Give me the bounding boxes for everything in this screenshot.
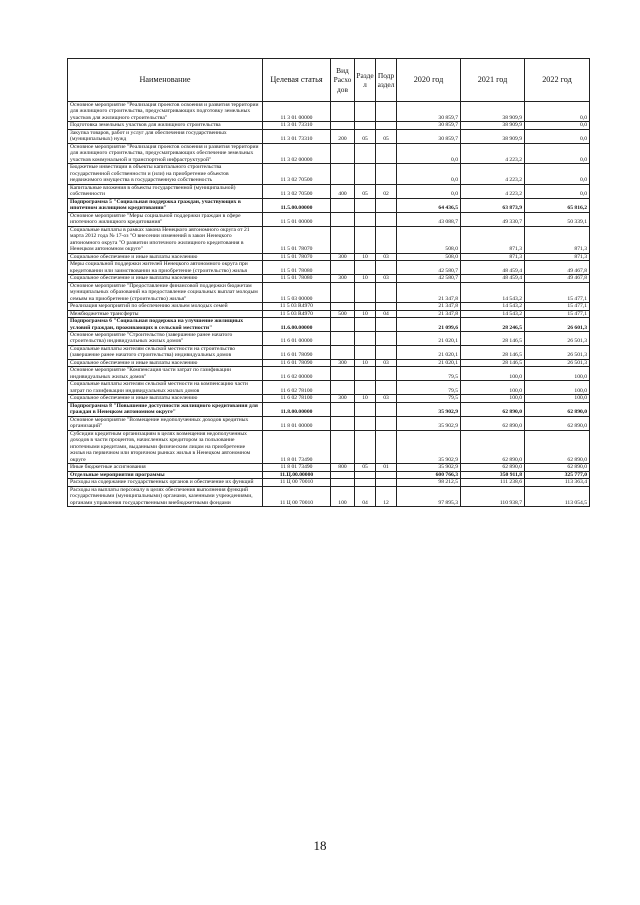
row-2020: 21 347,8 <box>397 282 461 302</box>
row-podrazdel: 05 <box>376 129 397 143</box>
row-vid: 300 <box>331 359 355 366</box>
row-2021: 100,0 <box>461 381 525 395</box>
row-name: Основное мероприятие "Реализация проектов освоения и развития территории для жилищного строительства, предусматривающих обеспечение земельных участков коммунальной и транспортной инфраструктурой" <box>68 143 263 163</box>
row-2022: 100,0 <box>525 381 590 395</box>
row-2020: 0,0 <box>397 184 461 198</box>
row-2022: 62 890,0 <box>525 464 590 471</box>
row-2022: 62 890,0 <box>525 402 590 416</box>
row-2020: 30 859,7 <box>397 102 461 122</box>
table-row <box>68 395 590 402</box>
table-row <box>68 275 590 282</box>
row-podrazdel: 01 <box>376 464 397 471</box>
row-2020: 35 902,9 <box>397 416 461 430</box>
row-2021: 48 459,4 <box>461 261 525 275</box>
row-name: Закупка товаров, работ и услуг для обеспечения государственных (муниципальных) нужд <box>68 129 263 143</box>
row-2021: 4 223,2 <box>461 184 525 198</box>
table-row <box>68 464 590 471</box>
row-razdel <box>355 318 376 332</box>
row-code: 11 6 01 78090 <box>263 345 331 359</box>
row-2022: 62 890,0 <box>525 430 590 463</box>
row-name: Социальное обеспечение и иные выплаты населению <box>68 359 263 366</box>
row-2021: 14 543,2 <box>461 282 525 302</box>
row-name: Расходы на выплаты персоналу в целях обеспечения выполнения функций государственными (муниципальными) органами, казенными учреждениями, органами управления государственными внебюджетными фондами <box>68 486 263 506</box>
row-podrazdel <box>376 102 397 122</box>
row-code: 11 5 01 00000 <box>263 212 331 226</box>
row-2020: 98 212,5 <box>397 479 461 486</box>
row-2022: 62 890,0 <box>525 416 590 430</box>
row-razdel: 05 <box>355 129 376 143</box>
row-vid <box>331 345 355 359</box>
row-code: 11 8 01 00000 <box>263 416 331 430</box>
row-vid <box>331 164 355 184</box>
row-podrazdel <box>376 318 397 332</box>
row-razdel <box>355 102 376 122</box>
row-razdel <box>355 164 376 184</box>
row-podrazdel: 03 <box>376 275 397 282</box>
row-code: 11.6.00.00000 <box>263 318 331 332</box>
row-vid: 800 <box>331 464 355 471</box>
row-2020: 35 902,9 <box>397 430 461 463</box>
row-2021: 350 911,8 <box>461 471 525 478</box>
table-row <box>68 184 590 198</box>
row-2020: 30 859,7 <box>397 129 461 143</box>
row-vid <box>331 318 355 332</box>
row-name: Основное мероприятие "Меры социальной поддержки граждан в сфере ипотечного жилищного кредитования" <box>68 212 263 226</box>
row-2022: 49 467,8 <box>525 261 590 275</box>
table-body <box>68 102 590 507</box>
row-2022: 0,0 <box>525 129 590 143</box>
row-vid: 400 <box>331 184 355 198</box>
row-code: 11 6 02 78100 <box>263 381 331 395</box>
row-podrazdel <box>376 143 397 163</box>
header-2022: 2022 год <box>525 59 590 102</box>
header-2021: 2021 год <box>461 59 525 102</box>
row-2020: 21 020,1 <box>397 359 461 366</box>
row-2021: 62 890,0 <box>461 416 525 430</box>
row-2022: 26 501,3 <box>525 359 590 366</box>
row-2022: 49 467,8 <box>525 275 590 282</box>
row-2020: 508,0 <box>397 253 461 260</box>
row-2020: 97 895,3 <box>397 486 461 506</box>
row-2021: 38 909,9 <box>461 129 525 143</box>
row-2022: 871,3 <box>525 226 590 253</box>
row-razdel: 10 <box>355 253 376 260</box>
row-2020: 79,5 <box>397 381 461 395</box>
table-row <box>68 129 590 143</box>
table-row <box>68 164 590 184</box>
row-code: 11 5 03 R4970 <box>263 310 331 317</box>
row-2022: 0,0 <box>525 122 590 129</box>
row-razdel <box>355 402 376 416</box>
row-vid: 200 <box>331 129 355 143</box>
row-2020: 0,0 <box>397 143 461 163</box>
table-row <box>68 381 590 395</box>
table-row <box>68 102 590 122</box>
row-2020: 21 099,6 <box>397 318 461 332</box>
header-vid: Вид Расхо дов <box>331 59 355 102</box>
row-2021: 871,3 <box>461 226 525 253</box>
row-code: 11 3 01 73310 <box>263 129 331 143</box>
table-row <box>68 345 590 359</box>
row-2022: 15 477,1 <box>525 310 590 317</box>
row-2021: 28 146,5 <box>461 345 525 359</box>
row-2021: 28 146,5 <box>461 331 525 345</box>
row-name: Социальное обеспечение и иные выплаты населению <box>68 275 263 282</box>
row-name: Социальные выплаты в рамках закона Ненецкого автономного округа от 21 марта 2012 года № 17-оз "О внесении изменений в закон Ненецкого автономного округа "О развитии ипотечного жилищного кредитования в Ненецком автономном округе" <box>68 226 263 253</box>
row-vid: 500 <box>331 310 355 317</box>
row-2021: 4 223,2 <box>461 143 525 163</box>
row-2022: 325 777,0 <box>525 471 590 478</box>
row-2020: 21 347,8 <box>397 303 461 310</box>
row-code: 11 6 01 78090 <box>263 359 331 366</box>
row-vid: 300 <box>331 395 355 402</box>
table-row <box>68 402 590 416</box>
row-name: Социальное обеспечение и иные выплаты населению <box>68 395 263 402</box>
table-row <box>68 331 590 345</box>
row-razdel <box>355 416 376 430</box>
row-code: 11 5 03 R4970 <box>263 303 331 310</box>
row-podrazdel <box>376 402 397 416</box>
row-podrazdel <box>376 416 397 430</box>
row-vid <box>331 471 355 478</box>
row-name: Субсидии кредитным организациям в целях возмещения недополученных доходов в части процентов, начисленных кредитором за пользование ипотечными кредитами, выданными физическим лицам на приобретение жилья на первичном или вторичном рынках жилья в Ненецком автономном округе <box>68 430 263 463</box>
row-2022: 26 501,3 <box>525 345 590 359</box>
row-vid <box>331 198 355 212</box>
row-razdel <box>355 381 376 395</box>
budget-table <box>67 58 590 507</box>
row-code: 11 3 02 70500 <box>263 184 331 198</box>
row-podrazdel <box>376 471 397 478</box>
row-2021: 14 543,2 <box>461 310 525 317</box>
row-code: 11 5 01 78080 <box>263 275 331 282</box>
row-2022: 100,0 <box>525 367 590 381</box>
row-code: 11 3 02 00000 <box>263 143 331 163</box>
row-2022: 0,0 <box>525 102 590 122</box>
row-podrazdel <box>376 367 397 381</box>
row-2022: 100,0 <box>525 395 590 402</box>
row-2021: 871,3 <box>461 253 525 260</box>
table-row <box>68 479 590 486</box>
table-row <box>68 359 590 366</box>
row-2021: 111 238,6 <box>461 479 525 486</box>
row-podrazdel <box>376 479 397 486</box>
row-2020: 64 436,5 <box>397 198 461 212</box>
table-row <box>68 226 590 253</box>
row-2021: 62 890,0 <box>461 430 525 463</box>
row-podrazdel: 12 <box>376 486 397 506</box>
row-2021: 28 246,5 <box>461 318 525 332</box>
row-podrazdel <box>376 261 397 275</box>
row-name: Иные бюджетные ассигнования <box>68 464 263 471</box>
row-razdel <box>355 198 376 212</box>
row-razdel <box>355 143 376 163</box>
row-2021: 63 873,9 <box>461 198 525 212</box>
row-vid <box>331 261 355 275</box>
row-2020: 508,0 <box>397 226 461 253</box>
row-razdel <box>355 122 376 129</box>
row-2021: 38 909,9 <box>461 122 525 129</box>
row-podrazdel <box>376 303 397 310</box>
header-2020: 2020 год <box>397 59 461 102</box>
row-code: 11 5 03 00000 <box>263 282 331 302</box>
table-row <box>68 143 590 163</box>
row-2020: 600 766,3 <box>397 471 461 478</box>
table-row <box>68 198 590 212</box>
row-vid <box>331 416 355 430</box>
table-row <box>68 367 590 381</box>
row-vid <box>331 226 355 253</box>
row-razdel <box>355 345 376 359</box>
row-podrazdel <box>376 430 397 463</box>
row-name: Капитальные вложения в объекты государственной (муниципальной) собственности <box>68 184 263 198</box>
row-vid <box>331 381 355 395</box>
row-vid <box>331 102 355 122</box>
row-code: 11 6 02 00000 <box>263 367 331 381</box>
row-2022: 65 816,2 <box>525 198 590 212</box>
row-razdel <box>355 471 376 478</box>
row-code: 11 6 02 78100 <box>263 395 331 402</box>
row-2022: 50 339,1 <box>525 212 590 226</box>
table-row <box>68 430 590 463</box>
row-name: Подготовка земельных участков для жилищного строительства <box>68 122 263 129</box>
row-2020: 21 020,1 <box>397 345 461 359</box>
row-2022: 871,3 <box>525 253 590 260</box>
row-vid: 300 <box>331 275 355 282</box>
row-razdel <box>355 282 376 302</box>
row-podrazdel: 03 <box>376 395 397 402</box>
row-name: Основное мероприятие "Реализация проектов освоения и развития территории для жилищного строительства, предусматривающих подготовку земельных участков для жилищного строительства" <box>68 102 263 122</box>
table-header <box>68 59 590 102</box>
row-name: Подпрограмма 5 "Социальная поддержка граждан, участвующих в ипотечном жилищном кредитовании" <box>68 198 263 212</box>
row-name: Основное мероприятие "Компенсация части затрат по газификации индивидуальных жилых домов" <box>68 367 263 381</box>
row-name: Межбюджетные трансферты <box>68 310 263 317</box>
row-vid <box>331 122 355 129</box>
row-razdel <box>355 303 376 310</box>
row-code: 11 Ц 00 70010 <box>263 486 331 506</box>
row-name: Социальные выплаты жителям сельской местности на строительство (завершение ранее начатого строительства) индивидуальных домов <box>68 345 263 359</box>
row-2021: 49 330,7 <box>461 212 525 226</box>
row-2020: 79,5 <box>397 395 461 402</box>
header-code: Целевая статья <box>263 59 331 102</box>
row-name: Меры социальной поддержки жителей Ненецкого автономного округа при кредитовании или заимствовании на приобретение (строительство) жилья <box>68 261 263 275</box>
row-razdel <box>355 261 376 275</box>
row-code: 11 3 01 73310 <box>263 122 331 129</box>
row-2020: 0,0 <box>397 164 461 184</box>
page-number: 18 <box>313 838 327 853</box>
row-code: 11 5 01 78070 <box>263 253 331 260</box>
row-2021: 110 938,7 <box>461 486 525 506</box>
row-2022: 113 363,4 <box>525 479 590 486</box>
row-2021: 28 146,5 <box>461 359 525 366</box>
header-name: Наименование <box>68 59 263 102</box>
row-podrazdel <box>376 122 397 129</box>
row-razdel: 10 <box>355 359 376 366</box>
row-vid <box>331 282 355 302</box>
row-vid <box>331 430 355 463</box>
row-code: 11 5 01 78080 <box>263 261 331 275</box>
row-vid <box>331 367 355 381</box>
row-code: 11 3 01 00000 <box>263 102 331 122</box>
row-name: Подпрограмма 8 "Повышение доступности жилищного кредитования для граждан в Ненецком автономном округе" <box>68 402 263 416</box>
row-2021: 100,0 <box>461 395 525 402</box>
row-podrazdel: 03 <box>376 359 397 366</box>
row-razdel: 05 <box>355 184 376 198</box>
row-code: 11 6 01 00000 <box>263 331 331 345</box>
row-code: 11 3 02 70500 <box>263 164 331 184</box>
row-name: Подпрограмма 6 "Социальная поддержка на улучшение жилищных условий граждан, проживающих в сельской местности" <box>68 318 263 332</box>
row-2022: 26 501,3 <box>525 331 590 345</box>
row-2021: 4 223,2 <box>461 164 525 184</box>
row-name: Расходы на содержание государственных органов и обеспечение их функций <box>68 479 263 486</box>
table-row <box>68 212 590 226</box>
row-2021: 100,0 <box>461 367 525 381</box>
row-vid <box>331 303 355 310</box>
row-2020: 43 088,7 <box>397 212 461 226</box>
row-razdel <box>355 479 376 486</box>
row-vid <box>331 402 355 416</box>
row-razdel: 04 <box>355 486 376 506</box>
table-row <box>68 282 590 302</box>
row-2021: 62 890,0 <box>461 402 525 416</box>
table-row <box>68 471 590 478</box>
row-podrazdel <box>376 345 397 359</box>
table-row <box>68 318 590 332</box>
table-row <box>68 122 590 129</box>
row-razdel: 10 <box>355 310 376 317</box>
row-2020: 21 347,8 <box>397 310 461 317</box>
row-razdel: 10 <box>355 395 376 402</box>
row-code: 11 8 01 73490 <box>263 464 331 471</box>
row-2020: 79,5 <box>397 367 461 381</box>
row-2022: 0,0 <box>525 164 590 184</box>
row-2020: 42 580,7 <box>397 261 461 275</box>
row-razdel <box>355 331 376 345</box>
table-row <box>68 261 590 275</box>
row-podrazdel <box>376 226 397 253</box>
row-code: 11 8 01 73490 <box>263 430 331 463</box>
row-podrazdel <box>376 381 397 395</box>
row-razdel: 10 <box>355 275 376 282</box>
row-2020: 21 020,1 <box>397 331 461 345</box>
table-row <box>68 253 590 260</box>
row-2020: 30 859,7 <box>397 122 461 129</box>
table-row <box>68 416 590 430</box>
row-2021: 48 459,4 <box>461 275 525 282</box>
table-row <box>68 486 590 506</box>
row-2022: 15 477,1 <box>525 303 590 310</box>
row-name: Бюджетные инвестиции в объекты капитального строительства государственной собственности и (или) на приобретение объектов недвижимого имущества в государственную собственность <box>68 164 263 184</box>
row-razdel <box>355 212 376 226</box>
row-name: Социальное обеспечение и иные выплаты населению <box>68 253 263 260</box>
row-name: Реализация мероприятий по обеспечению жильем молодых семей <box>68 303 263 310</box>
row-vid <box>331 331 355 345</box>
row-podrazdel <box>376 164 397 184</box>
row-name: Отдельные мероприятия программы <box>68 471 263 478</box>
table-row <box>68 303 590 310</box>
row-vid: 100 <box>331 486 355 506</box>
row-2021: 14 543,2 <box>461 303 525 310</box>
row-name: Основное мероприятие "Предоставление финансовой поддержки бюджетам муниципальных образований на предоставление социальных выплат молодым семьям на приобретение (строительство) жилья" <box>68 282 263 302</box>
row-podrazdel <box>376 212 397 226</box>
row-razdel <box>355 430 376 463</box>
header-razdel: Разде л <box>355 59 376 102</box>
row-2021: 38 909,9 <box>461 102 525 122</box>
row-vid <box>331 479 355 486</box>
row-name: Социальные выплаты жителям сельской местности на компенсацию части затрат по газификации индивидуальных жилых домов <box>68 381 263 395</box>
row-razdel <box>355 367 376 381</box>
row-code: 11 5 01 78070 <box>263 226 331 253</box>
row-code: 11.Ц.00.00000 <box>263 471 331 478</box>
row-2021: 62 890,0 <box>461 464 525 471</box>
row-2022: 0,0 <box>525 184 590 198</box>
row-2022: 113 054,5 <box>525 486 590 506</box>
row-2022: 26 601,3 <box>525 318 590 332</box>
row-code: 11 Ц 00 70010 <box>263 479 331 486</box>
row-podrazdel: 03 <box>376 253 397 260</box>
row-2020: 35 902,9 <box>397 402 461 416</box>
table-row <box>68 310 590 317</box>
row-vid <box>331 143 355 163</box>
header-podrazdel: Подр аздел <box>376 59 397 102</box>
row-vid: 300 <box>331 253 355 260</box>
row-razdel: 05 <box>355 464 376 471</box>
row-podrazdel: 02 <box>376 184 397 198</box>
row-podrazdel: 04 <box>376 310 397 317</box>
row-name: Основное мероприятие "Строительство (завершение ранее начатого строительства) индивидуальных жилых домов" <box>68 331 263 345</box>
row-podrazdel <box>376 331 397 345</box>
row-2022: 0,0 <box>525 143 590 163</box>
row-razdel <box>355 226 376 253</box>
row-code: 11.5.00.00000 <box>263 198 331 212</box>
row-code: 11.8.00.00000 <box>263 402 331 416</box>
row-podrazdel <box>376 198 397 212</box>
row-vid <box>331 212 355 226</box>
row-podrazdel <box>376 282 397 302</box>
row-2020: 42 580,7 <box>397 275 461 282</box>
row-2020: 35 902,9 <box>397 464 461 471</box>
row-name: Основное мероприятие "Возмещение недополученных доходов кредитных организаций" <box>68 416 263 430</box>
row-2022: 15 477,1 <box>525 282 590 302</box>
